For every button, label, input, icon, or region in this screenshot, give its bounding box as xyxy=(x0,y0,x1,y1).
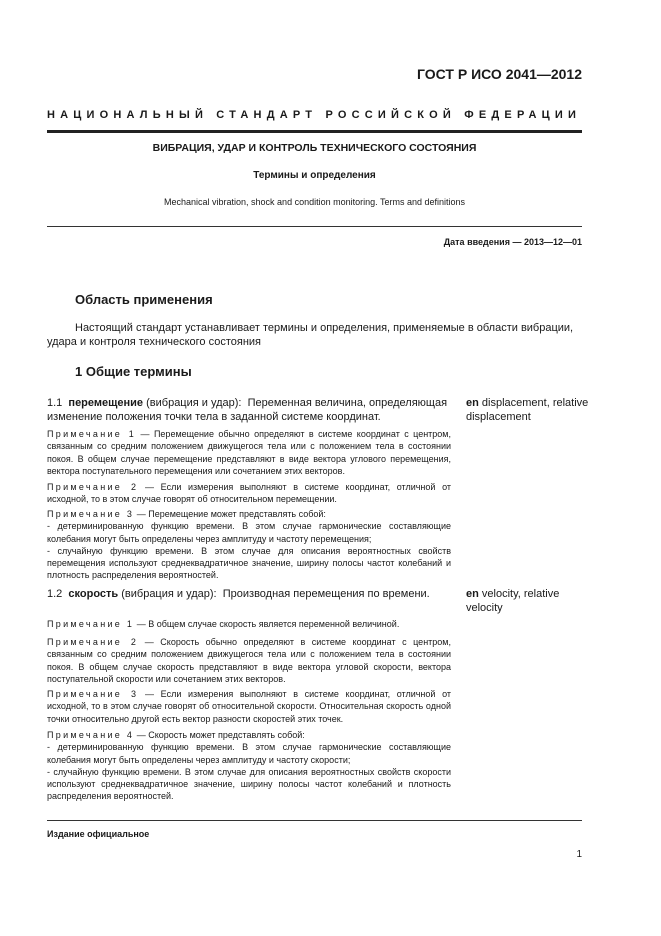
note-text: — В общем случае скорость является переменной величиной. xyxy=(136,619,400,629)
note-label: Примечание 1 xyxy=(47,619,135,629)
standard-code: ГОСТ Р ИСО 2041—2012 xyxy=(417,66,582,82)
note-item: - случайную функцию времени. В этом случае для описания вероятностных свойств перемещения используют среднеквадратичное значение, ширину полосы частот колебаний и плотность распределения вероятностей. xyxy=(47,545,451,581)
footer-divider xyxy=(47,820,582,821)
term-definition: Производная перемещения по времени. xyxy=(222,588,430,600)
note-1-2-2 xyxy=(47,636,451,685)
term-definition: Переменная величина, определяющая изменение положения точки тела в заданной системе координат. xyxy=(47,397,448,423)
lang-prefix: en xyxy=(466,397,479,409)
note-label: Примечание 3 xyxy=(47,509,135,519)
title-divider xyxy=(47,130,582,133)
note-label: Примечание 3 xyxy=(47,689,139,699)
term-1-1-english xyxy=(466,396,596,424)
note-label: Примечание 2 xyxy=(47,637,139,647)
note-text: — Если измерения выполняют в системе координат, отличной от исходной, то в этом случае говорят об относительной скорости. Относительная скорость одной точки относительно другой есть вектор разности скоростей этих точек. xyxy=(47,689,451,724)
note-item: - детерминированную функцию времени. В этом случае гармонические составляющие колебания могут быть определены через амплитуду и частоту перемещения; xyxy=(47,521,451,544)
document-subtitle: Термины и определения xyxy=(253,170,376,181)
note-label: Примечание 4 xyxy=(47,730,135,740)
note-1-2-4 xyxy=(47,729,451,803)
term-domain: (вибрация и удар): xyxy=(121,588,217,600)
note-item: - детерминированную функцию времени. В этом случае гармонические составляющие колебания могут быть определены через амплитуду и частоту скорости; xyxy=(47,742,451,765)
note-1-2-3 xyxy=(47,688,451,725)
note-text: — Скорость может представлять собой: xyxy=(136,730,305,740)
english-equivalent: velocity, relative velocity xyxy=(466,588,560,614)
introduction-date: Дата введения — 2013—12—01 xyxy=(443,237,582,247)
note-1-1-3 xyxy=(47,508,451,582)
date-divider xyxy=(47,226,582,227)
national-standard-heading: НАЦИОНАЛЬНЫЙ СТАНДАРТ РОССИЙСКОЙ ФЕДЕРАЦИИ xyxy=(47,109,582,121)
note-text: — Перемещение может представлять собой: xyxy=(136,509,326,519)
english-equivalent: displacement, relative displacement xyxy=(466,397,589,423)
term-name: скорость xyxy=(68,588,119,600)
term-1-2-english xyxy=(466,587,596,615)
term-1-2-definition xyxy=(47,587,451,601)
note-text: — Скорость обычно определяют в системе координат с центром, связанным со средним положением движущегося тела или с положением тела в состоянии покоя. В общем случае скорость представляют в виде вектора угловой скорости, вектора поступательной скорости или сочетанием этих векторов. xyxy=(47,637,451,684)
note-1-1-2 xyxy=(47,481,451,506)
term-number: 1.2 xyxy=(47,588,63,600)
note-1-1-1 xyxy=(47,428,451,477)
scope-text: Настоящий стандарт устанавливает термины и определения, применяемые в области вибрации, удара и контроля технического состояния xyxy=(47,322,574,348)
official-edition-label: Издание официальное xyxy=(47,829,150,839)
note-1-2-1 xyxy=(47,618,451,630)
english-title: Mechanical vibration, shock and condition monitoring. Terms and definitions xyxy=(164,197,465,207)
note-label: Примечание 2 xyxy=(47,482,139,492)
lang-prefix: en xyxy=(466,588,479,600)
term-number: 1.1 xyxy=(47,397,63,409)
section-heading: 1 Общие термины xyxy=(75,364,192,379)
term-domain: (вибрация и удар): xyxy=(146,397,242,409)
note-text: — Перемещение обычно определяют в системе координат с центром, связанным со средним положением движущегося тела или с положением тела в состоянии покоя. В общем случае перемещение представляют в виде вектора углового перемещения, вектора поступательного перемещения или сочетанием этих векторов. xyxy=(47,429,451,476)
note-text: — Если измерения выполняют в системе координат, отличной от исходной, то в этом случае говорят об относительном перемещении. xyxy=(47,482,451,505)
page-number: 1 xyxy=(576,849,582,860)
document-title: ВИБРАЦИЯ, УДАР И КОНТРОЛЬ ТЕХНИЧЕСКОГО СОСТОЯНИЯ xyxy=(152,142,477,154)
scope-heading: Область применения xyxy=(75,292,213,307)
note-item: - случайную функцию времени. В этом случае для описания вероятностных свойств скорости используют среднеквадратичное значение, ширину полосы частот колебаний и плотность распределения вероятностей. xyxy=(47,766,451,802)
note-label: Примечание 1 xyxy=(47,429,137,439)
term-1-1-definition xyxy=(47,396,451,424)
term-name: перемещение xyxy=(68,397,144,409)
